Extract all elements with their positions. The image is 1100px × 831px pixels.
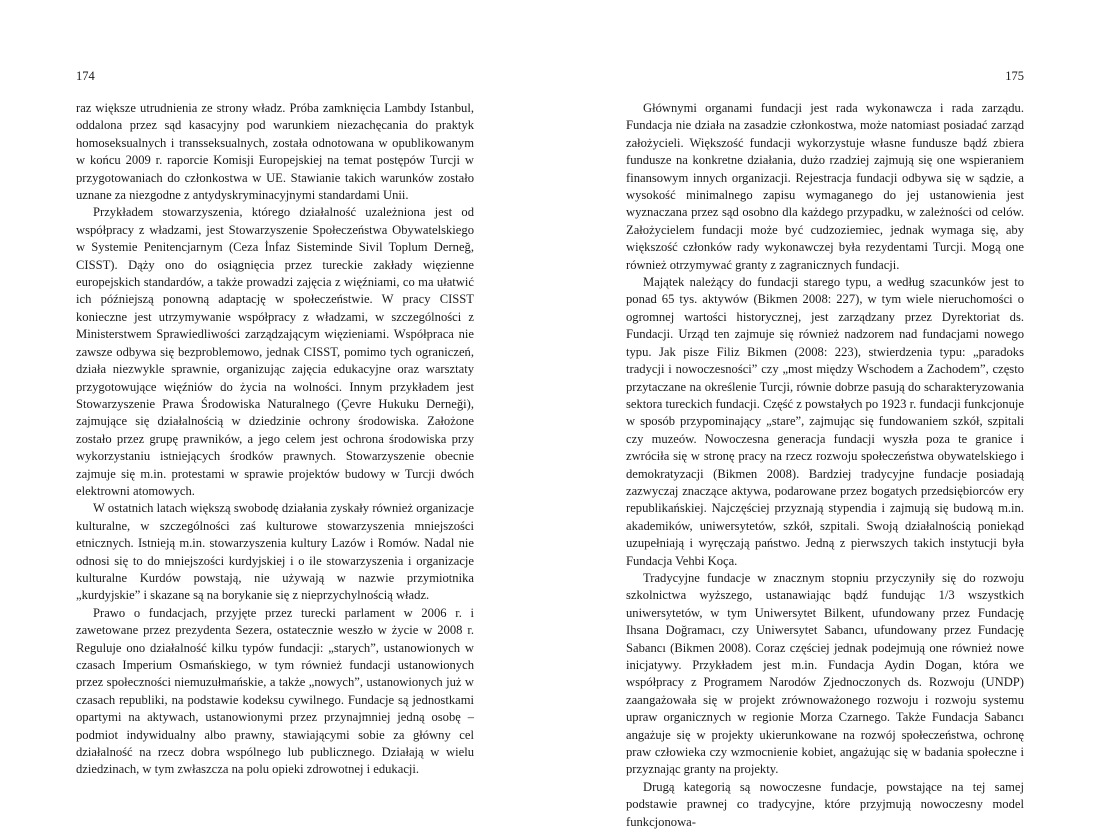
page-number: 175 xyxy=(1005,69,1024,83)
paragraph: Przykładem stowarzyszenia, którego działalność uzależniona jest od współpracy z władzami, jest Stowarzyszenie Społeczeństwa Obywatelskiego w Systemie Penitencjarnym (Ceza İnfaz Sisteminde Sivil Toplum Derneğ, CISST). Dąży ono do osiągnięcia przez tureckie zakłady więzienne europejskich standardów, a także prowadzi zajęcia z więźniami, co ma ułatwić ich późniejszą ponowną adaptację w społeczeństwie. W pracy CISST konieczne jest utrzymywanie współpracy z władzami, w szczególności z Ministerstwem Sprawiedliwości zarządzającym więzieniami. Współpraca nie zawsze odbywa się bezproblemowo, jednak CISST, pomimo tych ograniczeń, działa niezwykle sprawnie, organizując zajęcia edukacyjne oraz warsztaty przygotowujące więźniów do życia na wolności. Innym przykładem jest Stowarzyszenie Prawa Środowiska Naturalnego (Çevre Hukuku Derneği), zajmujące się działalnością w dziedzinie ochrony środowiska. Założone zostało przez grupę prawników, a jego celem jest ochrona środowiska przy wykorzystaniu istniejących środków prawnych. Stowarzyszenie obecnie zajmuje się m.in. protestami w sprawie projektów budowy w Turcji dwóch elektrowni atomowych. xyxy=(76,205,474,498)
body-text xyxy=(76,100,474,779)
right-page xyxy=(550,0,1100,829)
paragraph: Prawo o fundacjach, przyjęte przez turecki parlament w 2006 r. i zawetowane przez prezydenta Sezera, ostatecznie weszło w życie w 2008 r. Reguluje ono działalność kilku typów fundacji: „starych”, ustanowionych w czasach Imperium Osmańskiego, w tym również fundacji ustanowionych przez społeczności niemuzułmańskie, a także „nowych”, ustanowionych już w czasach republiki, na podstawie kodeksu cywilnego. Fundacje są jednostkami opartymi na aktywach, ustanowionymi przez przynajmniej jedną osobę – podmiot indywidualny albo prawny, stawiającymi sobie za główny cel działalność na rzecz dobra wspólnego lub publicznego. Działają w wielu dziedzinach, w tym zwłaszcza na polu opieki zdrowotnej i edukacji. xyxy=(76,605,474,777)
left-page xyxy=(0,0,550,796)
paragraph: raz większe utrudnienia ze strony władz. Próba zamknięcia Lambdy Istanbul, oddalona przez sąd kasacyjny pod warunkiem niezachęcania do praktyk homoseksualnych i transseksualnych, została odnotowana w opublikowanym w końcu 2009 r. raporcie Komisji Europejskiej na temat postępów Turcji w przygotowaniach do członkostwa w UE. Stawianie takich warunków zostało uznane za niezgodne z antydyskryminacyjnymi standardami Unii. xyxy=(76,101,474,203)
paragraph: Majątek należący do fundacji starego typu, a według szacunków jest to ponad 65 tys. aktywów (Bikmen 2008: 227), w tym wiele nieruchomości o ogromnej wartości historycznej, jest zarządzany przez Dyrektoriat ds. Fundacji. Urząd ten zajmuje się również nadzorem nad fundacjami nowego typu. Jak pisze Filiz Bikmen (2008: 223), stwierdzenia typu: „paradoks tradycji i nowoczesności” czy „most między Wschodem a Zachodem”, często przytaczane na określenie Turcji, równie dobrze pasują do scharakteryzowania sektora tureckich fundacji. Część z powstałych po 1923 r. fundacji funkcjonuje w sposób przypominający „stare”, zajmując się fundowaniem szkół, szpitali czy muzeów. Nowoczesna generacja fundacji wyszła poza te granice i zwróciła się w stronę pracy na rzecz rozwoju społeczeństwa obywatelskiego i demokratyzacji (Bikmen 2008). Bardziej tradycyjne fundacje posiadają zazwyczaj znaczące aktywa, podarowane przez bogatych przedsiębiorców ery republikańskiej. Najczęściej przyznają stypendia i zajmują się budową m.in. akademików, uniwersytetów, szkół, szpitali. Swoją działalnością poniekąd uzupełniają i wyręczają państwo. Jedną z pierwszych takich instytucji była Fundacja Vehbi Koça. xyxy=(626,275,1024,568)
page-number: 174 xyxy=(76,69,95,83)
paragraph: Głównymi organami fundacji jest rada wykonawcza i rada zarządu. Fundacja nie działa na zasadzie członkostwa, może natomiast posiadać zarząd założycieli. Większość fundacji wykorzystuje własne fundusze bądź zbiera fundusze na konkretne działania, dużo rzadziej zajmują się one wspieraniem finansowym innych organizacji. Rejestracja fundacji odbywa się w sądzie, a wysokość minimalnego zapisu wymaganego do jej ustanowienia jest wyznaczana przez sąd osobno dla każdego przypadku, w zależności od celów. Założycielem fundacji może być cudzoziemiec, jednak wymaga się, aby większość członków rady wykonawczej była rezydentami Turcji. Mogą one również otrzymywać granty z zagranicznych fundacji. xyxy=(626,101,1024,272)
paragraph: W ostatnich latach większą swobodę działania zyskały również organizacje kulturalne, w szczególności zaś kulturowe stowarzyszenia mniejszości etnicznych. Istnieją m.in. stowarzyszenia kultury Lazów i Romów. Nadal nie odnosi się to do mniejszości kurdyjskiej i o ile stowarzyszenia i organizacje kulturalne Kurdów powstają, nie używają w nazwie przymiotnika „kurdyjskie” i skazane są na borykanie się z nieprzychylnością władz. xyxy=(76,501,474,603)
body-text xyxy=(626,100,1024,831)
paragraph: Drugą kategorią są nowoczesne fundacje, powstające na tej samej podstawie prawnej co tradycyjne, które przyjmują nowoczesny model funkcjonowa- xyxy=(626,779,1024,829)
paragraph: Tradycyjne fundacje w znacznym stopniu przyczyniły się do rozwoju szkolnictwa wyższego, ustanawiając bądź fundując 1/3 wszystkich uniwersytetów, w tym Uniwersytet Bilkent, ufundowany przez Fundację Ihsana Doğramacı, czy Uniwersytet Sabancı, ufundowany przez Fundację Sabancı (Bikmen 2008). Coraz częściej jednak podejmują one również nowe inicjatywy. Przykładem jest m.in. Fundacja Aydin Dogan, która we współpracy z Programem Narodów Zjednoczonych ds. Rozwoju (UNDP) zaangażowała się w projekt zrównoważonego rozwoju i rozwoju systemu upraw organicznych w regionie Morza Czarnego. Także Fundacja Sabancı angażuje się w projekty ukierunkowane na rozwój społeczeństwa, ochronę praw człowieka czy wzmocnienie kobiet, angażując się w badania społeczne i przyznając granty na projekty. xyxy=(626,570,1024,777)
